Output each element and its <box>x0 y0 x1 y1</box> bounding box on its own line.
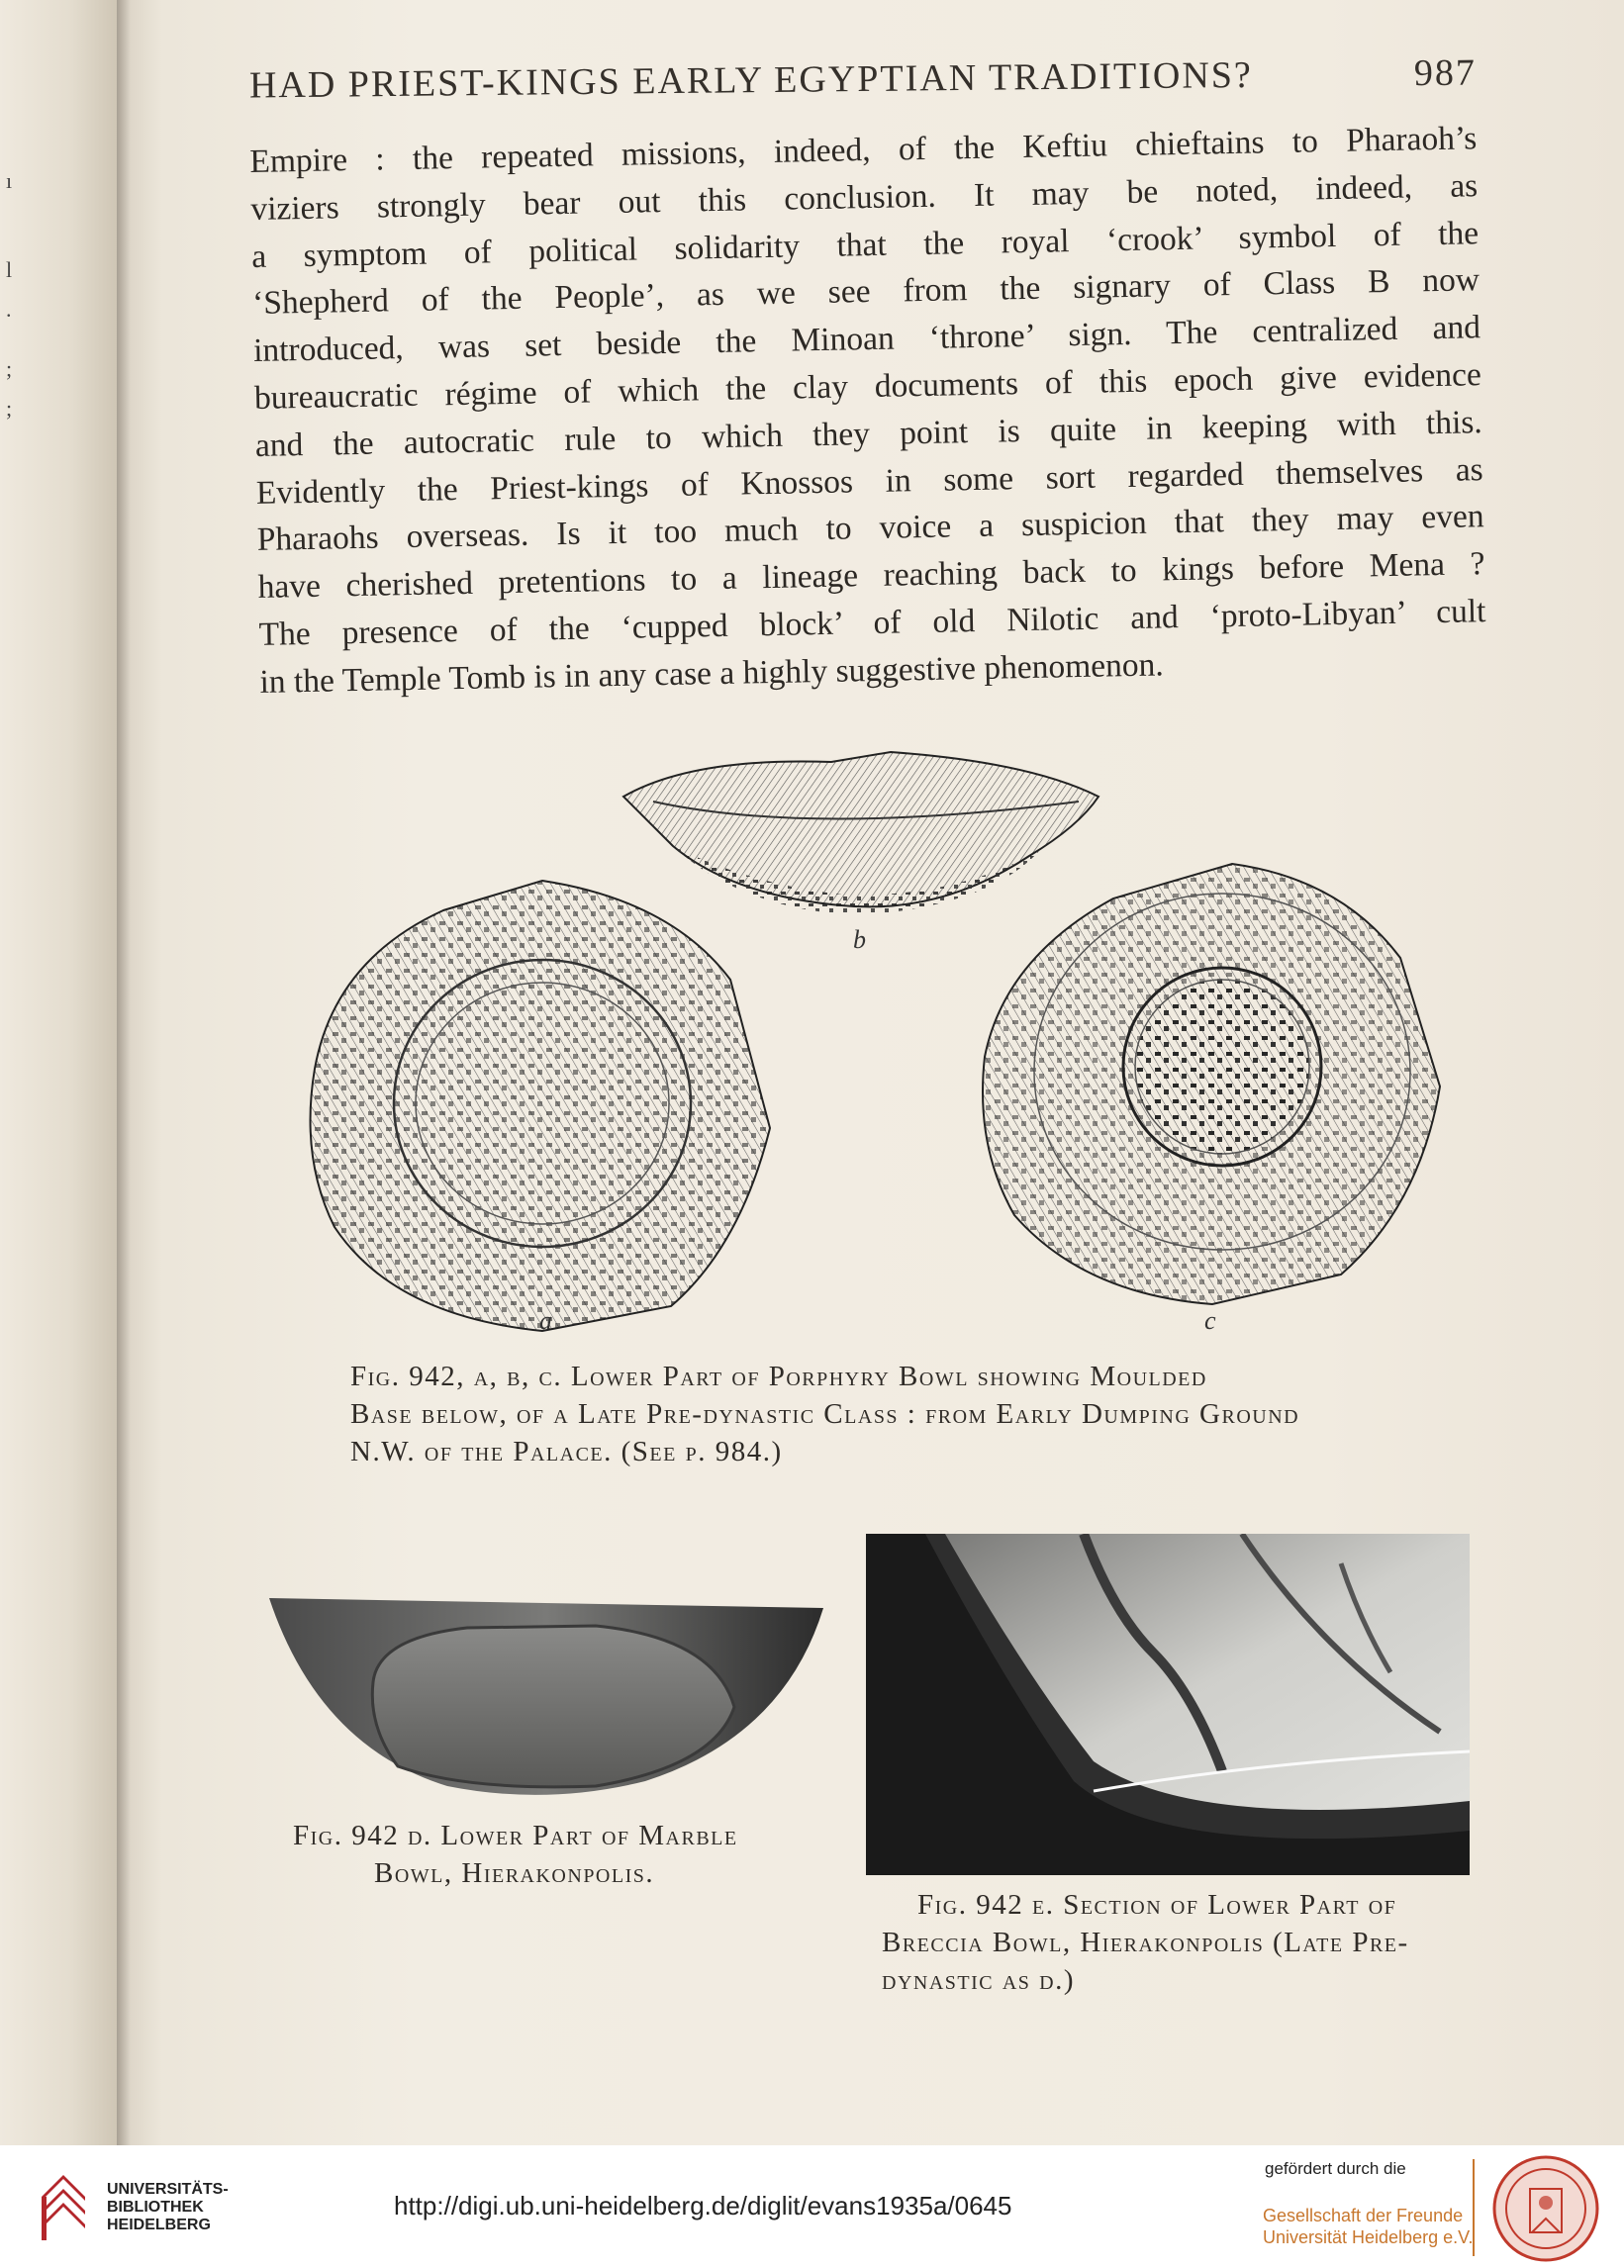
university-seal-icon <box>1492 2155 1599 2262</box>
text-line: introduced, was set beside the Minoan ‘throne’ sign. The centralized and <box>252 309 1481 370</box>
text-line: a symptom of political solidarity that the royal ‘crook’ symbol of the <box>250 214 1480 275</box>
binding-mark: l <box>6 257 13 282</box>
text-line: have cherished pretentions to a lineage reaching back to kings before Mena ? <box>257 545 1485 607</box>
binding-strip <box>0 0 117 2145</box>
library-name <box>107 2181 229 2234</box>
footer-divider <box>1473 2159 1475 2256</box>
running-title: HAD PRIEST-KINGS EARLY EGYPTIAN TRADITIONS? <box>248 53 1254 107</box>
body-paragraph <box>249 115 1487 706</box>
text-line: bureaucratic régime of which the clay documents of this epoch give evidence <box>253 356 1482 417</box>
figure-942d-photo <box>269 1598 823 1806</box>
caption-line: Fig. 942 e. Section of Lower Part of <box>917 1889 1397 1921</box>
page-number: 987 <box>1413 51 1478 95</box>
caption-fig-942d <box>293 1817 738 1892</box>
figure-label-c: c <box>1204 1306 1216 1335</box>
sponsor-line: Universität Heidelberg e.V. <box>1263 2227 1474 2247</box>
caption-line: Fig. 942, a, b, c. Lower Part of Porphyry Bowl showing Moulded <box>350 1361 1207 1392</box>
caption-line: Bowl, Hierakonpolis. <box>374 1857 655 1889</box>
permalink-url[interactable]: http://digi.ub.uni-heidelberg.de/diglit/evans1935a/0645 <box>394 2191 1012 2221</box>
digitization-footer <box>0 2145 1624 2268</box>
text-line: Pharaohs overseas. Is it too much to voice a suspicion that they may even <box>256 498 1484 559</box>
binding-mark: . <box>6 297 12 322</box>
text-line: in the Temple Tomb is in any case a highly suggestive phenomenon. <box>259 646 1165 701</box>
binding-mark: ; <box>6 396 13 421</box>
sponsor-line: Gesellschaft der Freunde <box>1263 2206 1464 2225</box>
caption-fig-942abc <box>350 1358 1299 1470</box>
sponsor-name <box>1263 2205 1473 2248</box>
figure-label-a: a <box>539 1306 552 1335</box>
binding-mark: ı <box>6 168 13 193</box>
caption-line: Base below, of a Late Pre-dynastic Class : from Early Dumping Ground <box>350 1398 1300 1430</box>
text-line: ‘Shepherd of the People’, as we see from the signary of Class B now <box>251 261 1481 323</box>
binding-mark: ; <box>6 356 13 381</box>
figure-942a-drawing <box>295 871 780 1336</box>
library-logo-icon <box>34 2167 93 2246</box>
caption-line: Breccia Bowl, Hierakonpolis (Late Pre- <box>882 1927 1409 1958</box>
caption-line: Fig. 942 d. Lower Part of Marble <box>293 1820 738 1851</box>
figure-942c-drawing <box>975 859 1450 1309</box>
text-line: viziers strongly bear out this conclusion. It may be noted, indeed, as <box>250 166 1479 228</box>
text-line: Empire : the repeated missions, indeed, of the Keftiu chieftains to Pharaoh’s <box>249 120 1478 180</box>
library-name-line: HEIDELBERG <box>107 2217 211 2233</box>
text-line: Evidently the Priest-kings of Knossos in some sort regarded themselves as <box>255 450 1484 512</box>
figure-label-b: b <box>853 925 866 954</box>
library-name-line: BIBLIOTHEK <box>107 2199 204 2216</box>
text-line: The presence of the ‘cupped block’ of old Nilotic and ‘proto-Libyan’ cult <box>258 593 1486 653</box>
figure-942e-photo <box>866 1534 1470 1875</box>
sponsor-note: gefördert durch die <box>1265 2159 1406 2178</box>
text-line: and the autocratic rule to which they point is quite in keeping with this. <box>254 403 1483 464</box>
caption-line: dynastic as d.) <box>882 1964 1076 1996</box>
caption-line: N.W. of the Palace. (See p. 984.) <box>350 1436 783 1467</box>
gutter-shadow <box>117 0 131 2145</box>
library-name-line: UNIVERSITÄTS- <box>107 2181 229 2198</box>
caption-fig-942e <box>882 1886 1409 1999</box>
